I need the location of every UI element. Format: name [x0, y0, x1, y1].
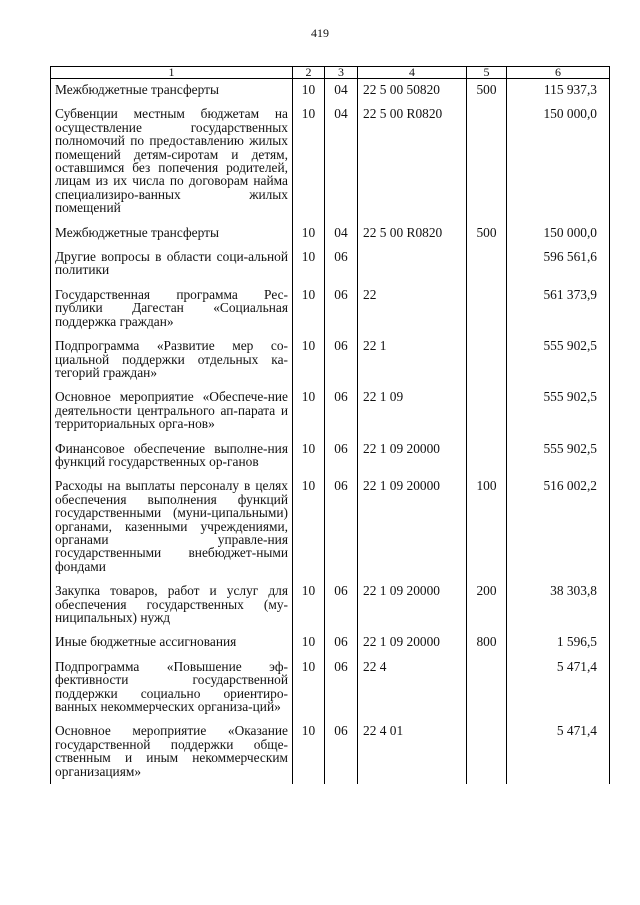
row-expense-type-cell — [467, 660, 507, 725]
row-amount-cell: 596 561,6 — [507, 250, 610, 288]
row-section-cell: 10 — [293, 339, 325, 390]
row-target-code-cell: 22 5 00 50820 — [358, 79, 467, 108]
row-section-cell: 10 — [293, 390, 325, 441]
row-target-code-cell: 22 1 09 20000 — [358, 442, 467, 480]
row-amount-cell: 555 902,5 — [507, 442, 610, 480]
column-header-5: 5 — [467, 67, 507, 79]
table-header-row — [51, 67, 610, 79]
row-section-cell: 10 — [293, 660, 325, 725]
row-name-cell: Государственная программа Рес-публики Дагестан «Социальная поддержка граждан» — [51, 288, 293, 339]
column-header-2: 2 — [293, 67, 325, 79]
row-section-cell: 10 — [293, 635, 325, 659]
row-name-cell: Расходы на выплаты персоналу в целях обеспечения выполнения функций государственными (муни-ципальными) органами, казенными учреждениями, органами управле-ния государственными внебюджет-ными фондами — [51, 479, 293, 584]
row-name-cell: Субвенции местным бюджетам на осуществление государственных полномочий по предоставлению жилых помещений детям-сиротам и детям, оставшимся без попечения родителей, лицам из их числа по договорам найма специализиро-ванных жилых помещений — [51, 107, 293, 225]
row-expense-type-cell — [467, 442, 507, 480]
row-amount-cell: 1 596,5 — [507, 635, 610, 659]
row-name-cell: Иные бюджетные ассигнования — [51, 635, 293, 659]
row-name-cell: Основное мероприятие «Оказание государственной поддержки обще-ственным и иным некоммерческим организациям» — [51, 724, 293, 784]
table-row — [51, 339, 610, 390]
row-subsection-cell: 06 — [325, 339, 358, 390]
row-expense-type-cell — [467, 390, 507, 441]
row-target-code-cell: 22 4 — [358, 660, 467, 725]
table-row — [51, 660, 610, 725]
table-body — [51, 79, 610, 785]
row-target-code-cell: 22 5 00 R0820 — [358, 226, 467, 250]
row-amount-cell: 150 000,0 — [507, 226, 610, 250]
row-amount-cell: 115 937,3 — [507, 79, 610, 108]
row-subsection-cell: 06 — [325, 288, 358, 339]
column-header-1: 1 — [51, 67, 293, 79]
row-section-cell: 10 — [293, 479, 325, 584]
row-expense-type-cell: 800 — [467, 635, 507, 659]
row-amount-cell: 150 000,0 — [507, 107, 610, 225]
row-expense-type-cell: 500 — [467, 226, 507, 250]
row-subsection-cell: 04 — [325, 107, 358, 225]
row-subsection-cell: 06 — [325, 660, 358, 725]
row-expense-type-cell — [467, 724, 507, 784]
column-header-6: 6 — [507, 67, 610, 79]
table-row — [51, 442, 610, 480]
row-target-code-cell: 22 1 09 20000 — [358, 584, 467, 635]
row-subsection-cell: 06 — [325, 724, 358, 784]
table-row — [51, 107, 610, 225]
row-amount-cell: 516 002,2 — [507, 479, 610, 584]
row-section-cell: 10 — [293, 250, 325, 288]
row-subsection-cell: 04 — [325, 226, 358, 250]
row-expense-type-cell — [467, 288, 507, 339]
table-row — [51, 479, 610, 584]
row-subsection-cell: 04 — [325, 79, 358, 108]
row-name-cell: Подпрограмма «Развитие мер со-циальной поддержки отдельных ка-тегорий граждан» — [51, 339, 293, 390]
row-name-cell: Межбюджетные трансферты — [51, 226, 293, 250]
row-amount-cell: 555 902,5 — [507, 339, 610, 390]
row-amount-cell: 555 902,5 — [507, 390, 610, 441]
table-row — [51, 288, 610, 339]
row-section-cell: 10 — [293, 442, 325, 480]
row-section-cell: 10 — [293, 79, 325, 108]
row-target-code-cell: 22 5 00 R0820 — [358, 107, 467, 225]
row-name-cell: Основное мероприятие «Обеспече-ние деятельности центрального ап-парата и территориальных орга-нов» — [51, 390, 293, 441]
table-row — [51, 226, 610, 250]
row-target-code-cell: 22 1 — [358, 339, 467, 390]
row-expense-type-cell: 100 — [467, 479, 507, 584]
row-section-cell: 10 — [293, 724, 325, 784]
row-amount-cell: 5 471,4 — [507, 724, 610, 784]
row-subsection-cell: 06 — [325, 479, 358, 584]
column-header-3: 3 — [325, 67, 358, 79]
table-row — [51, 584, 610, 635]
row-subsection-cell: 06 — [325, 250, 358, 288]
row-expense-type-cell — [467, 107, 507, 225]
row-section-cell: 10 — [293, 584, 325, 635]
row-name-cell: Межбюджетные трансферты — [51, 79, 293, 108]
budget-table — [50, 66, 610, 784]
row-subsection-cell: 06 — [325, 635, 358, 659]
row-subsection-cell: 06 — [325, 442, 358, 480]
row-section-cell: 10 — [293, 107, 325, 225]
row-target-code-cell: 22 1 09 — [358, 390, 467, 441]
row-target-code-cell: 22 1 09 20000 — [358, 479, 467, 584]
row-section-cell: 10 — [293, 288, 325, 339]
row-expense-type-cell — [467, 339, 507, 390]
row-amount-cell: 38 303,8 — [507, 584, 610, 635]
table-row — [51, 635, 610, 659]
row-target-code-cell: 22 — [358, 288, 467, 339]
row-subsection-cell: 06 — [325, 390, 358, 441]
row-expense-type-cell: 500 — [467, 79, 507, 108]
row-name-cell: Закупка товаров, работ и услуг для обеспечения государственных (му-ниципальных) нужд — [51, 584, 293, 635]
row-name-cell: Другие вопросы в области соци-альной политики — [51, 250, 293, 288]
row-subsection-cell: 06 — [325, 584, 358, 635]
table-row — [51, 79, 610, 108]
row-amount-cell: 561 373,9 — [507, 288, 610, 339]
row-target-code-cell — [358, 250, 467, 288]
table-row — [51, 390, 610, 441]
row-expense-type-cell — [467, 250, 507, 288]
row-target-code-cell: 22 1 09 20000 — [358, 635, 467, 659]
row-name-cell: Финансовое обеспечение выполне-ния функций государственных ор-ганов — [51, 442, 293, 480]
table-row — [51, 724, 610, 784]
row-section-cell: 10 — [293, 226, 325, 250]
row-expense-type-cell: 200 — [467, 584, 507, 635]
column-header-4: 4 — [358, 67, 467, 79]
page-number: 419 — [311, 26, 329, 40]
row-amount-cell: 5 471,4 — [507, 660, 610, 725]
row-name-cell: Подпрограмма «Повышение эф-фективности государственной поддержки социально ориентиро-ванных некоммерческих организа-ций» — [51, 660, 293, 725]
table-row — [51, 250, 610, 288]
row-target-code-cell: 22 4 01 — [358, 724, 467, 784]
